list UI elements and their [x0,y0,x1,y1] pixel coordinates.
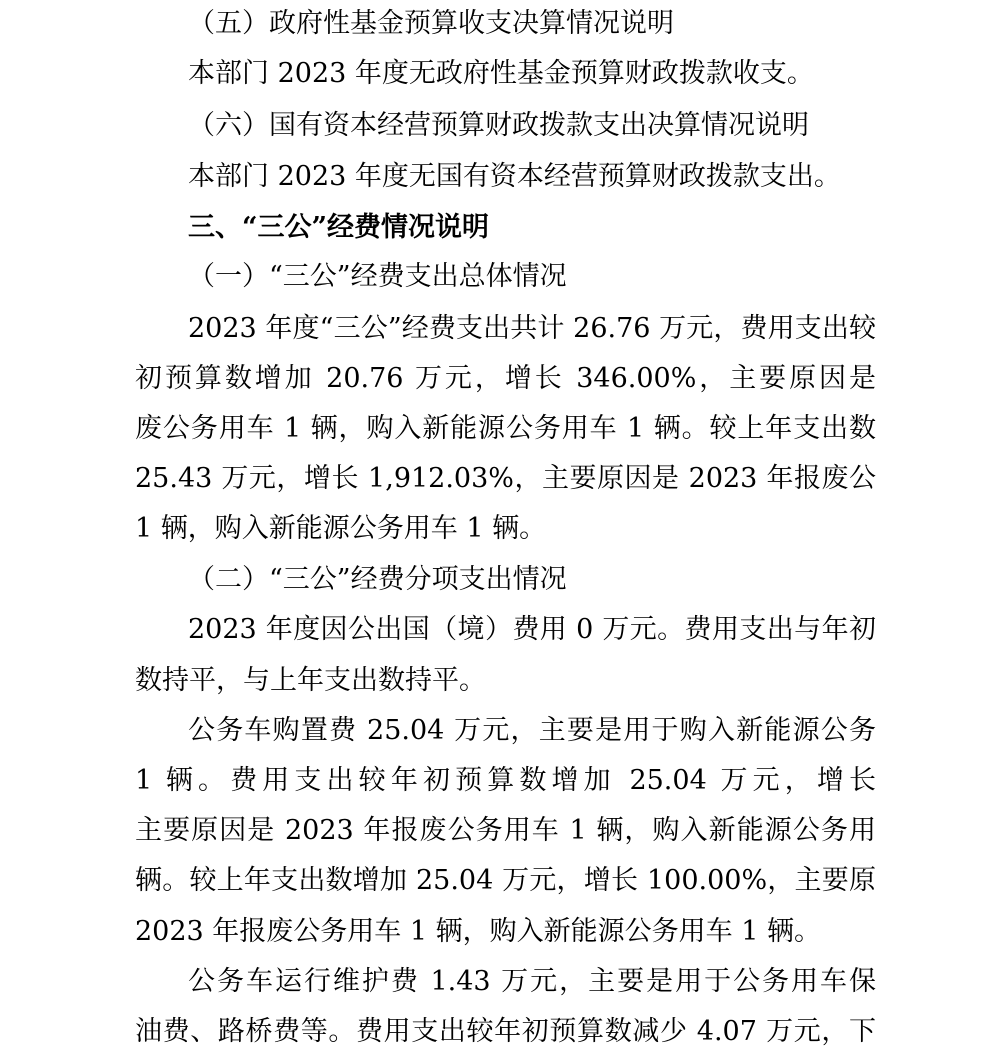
paragraph-line: 1 辆。费用支出较年初预算数增加 25.04 万元，增长 [135,765,876,796]
paragraph-line: 油费、路桥费等。费用支出较年初预算数减少 4.07 万元，下 [135,1016,876,1047]
paragraph-line: 辆。较上年支出数增加 25.04 万元，增长 100.00%，主要原 [135,865,876,896]
paragraph-line: 2023 年报废公务用车 1 辆，购入新能源公务用车 1 辆。 [135,916,821,947]
paragraph-line: 初预算数增加 20.76 万元，增长 346.00%，主要原因是 [135,363,876,394]
section-heading-6: （六）国有资本经营预算财政拨款支出决算情况说明 [188,110,809,141]
paragraph-line: 1 辆，购入新能源公务用车 1 辆。 [135,513,547,544]
paragraph-line: 数持平，与上年支出数持平。 [135,665,486,696]
chapter-heading: 三、“三公”经费情况说明 [188,212,490,243]
paragraph-line: 废公务用车 1 辆，购入新能源公务用车 1 辆。较上年支出数 [135,413,876,444]
paragraph-line: 主要原因是 2023 年报废公务用车 1 辆，购入新能源公务用 [135,815,876,846]
paragraph-line: 本部门 2023 年度无政府性基金预算财政拨款收支。 [188,58,814,89]
section-heading-2: （二）“三公”经费分项支出情况 [188,564,567,595]
section-heading-1: （一）“三公”经费支出总体情况 [188,261,567,292]
paragraph-line: 公务车购置费 25.04 万元，主要是用于购入新能源公务 [188,715,876,746]
paragraph-line: 本部门 2023 年度无国有资本经营预算财政拨款支出。 [188,161,841,192]
paragraph-line: 公务车运行维护费 1.43 万元，主要是用于公务用车保 [188,966,876,997]
paragraph-line: 2023 年度“三公”经费支出共计 26.76 万元，费用支出较 [188,313,876,344]
section-heading-5: （五）政府性基金预算收支决算情况说明 [188,8,674,39]
paragraph-line: 25.43 万元，增长 1,912.03%，主要原因是 2023 年报废公 [135,463,876,494]
paragraph-line: 2023 年度因公出国（境）费用 0 万元。费用支出与年初 [188,614,876,645]
